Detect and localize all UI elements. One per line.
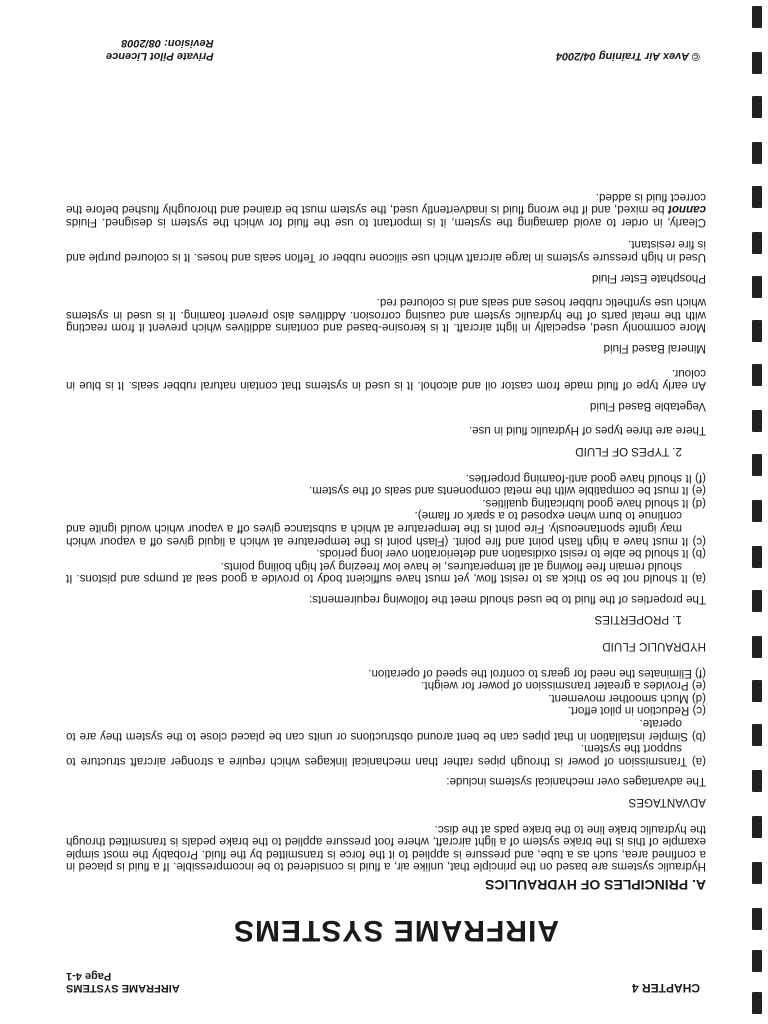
list-item: (a) Transmission of power is through pipes rather than mechanical linkages which require a stronger aircraft structure to support the system. [66,742,706,768]
section-label: AIRFRAME SYSTEMS [66,982,180,994]
footer-licence-block [106,37,214,62]
footer-copyright: © Avex Air Training 04/2004 [555,50,700,62]
page-footer [66,32,726,62]
binder-holes [742,0,768,1024]
vegetable-heading: Vegetable Based Fluid [589,399,706,413]
mineral-heading: Mineral Based Fluid [603,342,706,355]
mineral-text: More commonly used, especially in light aircraft. It is kerosine-based and contains additives which prevent it from reacting with the metal parts of the hydraulic system and causing corrosion. Additives also prevent foaming. It is used in systems which use synthetic rubber hoses and seals and is coloured red. [66,296,706,335]
vegetable-text: An early type of fluid made from castor oil and alcohol. It is used in systems that contain natural rubber seals. It is blue in colour. [66,366,706,393]
types-lead: There are three types of Hydraulic fluid in use. [468,424,706,438]
list-item: (f) It should have good anti-foaming properties. [465,471,706,485]
types-heading: 2. TYPES OF FLUID [575,444,682,458]
page-header [66,962,726,996]
properties-heading: 1. PROPERTIES [594,613,682,627]
closing-emphasis: cannot [667,203,706,217]
closing-paragraph [66,190,706,228]
properties-lead: The properties of the fluid to be used should meet the following requirements: [309,592,706,606]
phosphate-heading: Phosphate Ester Fluid [591,271,706,285]
closing-text-before: Clearly, in order to avoid damaging the system, it is important to use the fluid for which the system is designed. Fluids [66,215,706,229]
intro-paragraph: Hydraulic systems are based on the principle that, unlike air, a fluid is considered to be incompressible. If a fluid is placed in a confined area, such as a tube, and pressure is applied to it the force is transmitted by the fluid. Probably the most simple example of this is the brake system of a light aircraft, where foot pressure applied to the brake pedals is transmitted through the hydraulic brake line to the brake pads at the disc. [66,822,706,874]
hydraulic-fluid-heading: HYDRAULIC FLUID [602,640,706,654]
list-item: (c) Reduction in pilot effort. [567,704,706,718]
properties-list [66,471,706,584]
body-text [66,182,706,891]
footer-revision: Revision: 08/2008 [121,37,214,50]
list-item: (a) It should not be so thick as to resist flow, yet must have sufficient body to provide a good seal at pumps and pistons. It should remain free flowing at all temperatures, ie have low freezing yet high boiling points. [66,559,706,586]
list-item: (c) It must have a high flash point and fire point. (Flash point is the temperature at which a liquid gives off a vapour which may ignite spontaneously. Fire point is the temperature at which a substance gives off a vapour which would ignite and continue to burn when exposed to a spark or flame). [66,509,706,548]
list-item: (d) Much smoother movement. [548,691,706,705]
advantages-heading: ADVANTAGES [628,796,706,810]
footer-licence: Private Pilot Licence [106,50,214,62]
list-item: (b) Simpler installation in that pipes can be bent around obstructions or units can be placed close to the system they are to operate. [66,717,706,743]
list-item: (b) It should be able to resist oxidisation and deterioration over long periods. [316,547,706,561]
list-item: (e) It must be compatible with the metal components and seals of the system. [309,484,706,498]
closing-text-after: be mixed, and if the wrong fluid is inadvertently used, the system must be drained and thoroughly flushed before the correct fluid is added. [66,190,706,217]
list-item: (f) Eliminates the need for gears to control the speed of operation. [368,666,706,680]
list-item: (e) Provides a greater transmission of power for weight. [421,679,706,693]
chapter-label: CHAPTER 4 [631,981,700,995]
advantages-list [66,666,706,767]
list-item: (d) It should have good lubricating qualities. [482,496,706,510]
running-header [66,970,180,994]
page-title: AIRFRAME SYSTEMS [232,914,560,947]
advantages-lead: The advantages over mechanical systems include: [446,775,706,789]
section-a-heading: A. PRINCIPLES OF HYDRAULICS [485,877,706,893]
page-number: Page 4-1 [66,970,112,982]
phosphate-text: Used in high pressure systems in large aircraft which use silicone rubber or Teflon seals and hoses. It is coloured purple and is fire resistant. [66,238,706,265]
